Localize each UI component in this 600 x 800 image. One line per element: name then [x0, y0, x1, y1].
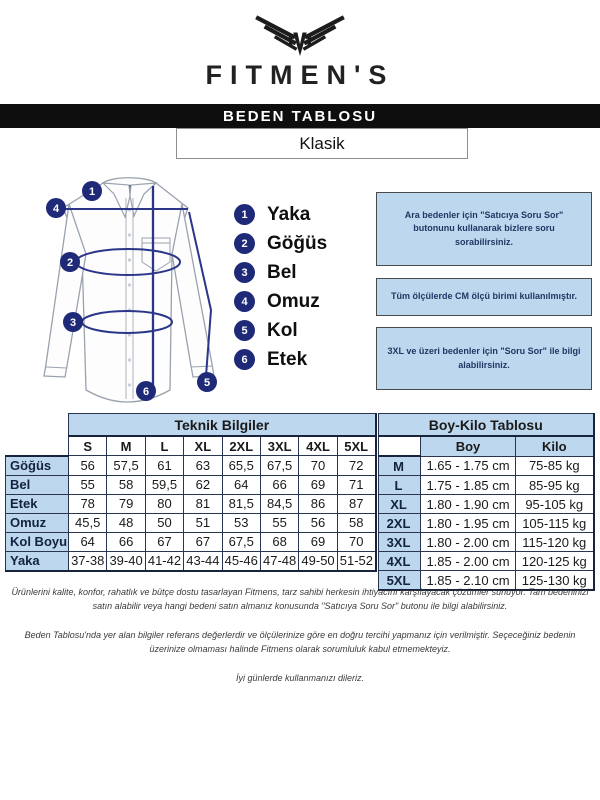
- measurement-cell: 69: [299, 475, 337, 494]
- measurement-cell: 64: [222, 475, 260, 494]
- measurement-row: [6, 532, 376, 551]
- legend-number-badge: 1: [234, 204, 255, 225]
- boy-kilo-row: [379, 552, 594, 571]
- legend-label: Göğüs: [267, 232, 328, 254]
- measurement-cell: 69: [299, 532, 337, 551]
- boy-cell: 1.85 - 2.00 cm: [421, 552, 516, 571]
- info-box-text: Ara bedenler için "Satıcıya Soru Sor" butonunu kullanarak bizlere soru sorabilirsiniz.: [404, 209, 564, 247]
- boy-kilo-row: [379, 514, 594, 533]
- kilo-cell: 125-130 kg: [516, 571, 594, 591]
- legend-label: Bel: [267, 261, 297, 283]
- size-header: 5XL: [337, 436, 375, 456]
- measurement-cell: 48: [107, 513, 145, 532]
- legend-label: Etek: [267, 348, 308, 370]
- legend-number-badge: 5: [234, 320, 255, 341]
- shirt-badge-6: [136, 381, 156, 401]
- shirt-badge-3: [63, 312, 83, 332]
- boy-cell: 1.80 - 1.90 cm: [421, 495, 516, 514]
- svg-text:3: 3: [69, 316, 77, 329]
- footer-paragraph-2: Beden Tablosu'nda yer alan bilgiler referans değerlerdir ve ölçülerinize göre en doğru tercihi yapmanız için verilmiştir. Seçeceğiniz bedenin üzerinize olmaması halinde Fitmens olarak sorumluluk kabul etmemekteyiz.: [24, 629, 576, 654]
- measurement-cell: 55: [260, 513, 298, 532]
- measurement-cell: 65,5: [222, 456, 260, 476]
- measurement-row-label: Kol Boyu: [6, 532, 69, 551]
- legend-item: [234, 291, 327, 312]
- size-header: 4XL: [299, 436, 337, 456]
- size-header: L: [145, 436, 183, 456]
- kilo-cell: 75-85 kg: [516, 456, 594, 476]
- size-row-label: M: [379, 456, 421, 476]
- boy-kilo-row: [379, 456, 594, 476]
- shirt-badge-1: [82, 181, 102, 201]
- svg-text:4: 4: [52, 202, 60, 215]
- measurement-cell: 71: [337, 475, 375, 494]
- corner-cell: [379, 436, 421, 456]
- measurement-cell: 78: [69, 494, 107, 513]
- measurement-cell: 45,5: [69, 513, 107, 532]
- variant-subtitle: Klasik: [176, 128, 468, 159]
- boy-kilo-table-title: Boy-Kilo Tablosu: [379, 414, 594, 437]
- svg-text:1: 1: [88, 185, 96, 198]
- measurement-row-label: Yaka: [6, 551, 69, 571]
- legend-item: [234, 349, 327, 370]
- teknik-bilgiler-table: [5, 413, 377, 572]
- column-header-row: [379, 436, 594, 456]
- measurement-cell: 86: [299, 494, 337, 513]
- measurement-row-label: Bel: [6, 475, 69, 494]
- boy-kilo-row: [379, 495, 594, 514]
- measurement-cell: 56: [299, 513, 337, 532]
- legend-number-badge: 6: [234, 349, 255, 370]
- size-row-label: XL: [379, 495, 421, 514]
- measurement-row: [6, 551, 376, 571]
- legend-number-badge: 4: [234, 291, 255, 312]
- legend-item: [234, 233, 327, 254]
- svg-text:6: 6: [142, 385, 150, 398]
- measurement-cell: 55: [69, 475, 107, 494]
- measurement-cell: 72: [337, 456, 375, 476]
- measurement-cell: 70: [337, 532, 375, 551]
- footer-notes: [8, 586, 592, 701]
- size-header: XL: [184, 436, 222, 456]
- size-row-label: L: [379, 476, 421, 495]
- measurement-cell: 84,5: [260, 494, 298, 513]
- kilo-cell: 120-125 kg: [516, 552, 594, 571]
- kilo-column-header: Kilo: [516, 436, 594, 456]
- info-boxes: [376, 192, 592, 390]
- brand-header: [0, 12, 600, 91]
- measurement-cell: 64: [69, 532, 107, 551]
- boy-cell: 1.80 - 1.95 cm: [421, 514, 516, 533]
- legend-label: Kol: [267, 319, 298, 341]
- size-header: S: [69, 436, 107, 456]
- kilo-cell: 105-115 kg: [516, 514, 594, 533]
- shirt-measurement-diagram: [22, 170, 242, 408]
- measurement-cell: 45-46: [222, 551, 260, 571]
- measurement-cell: 62: [184, 475, 222, 494]
- eagle-wings-icon: [241, 12, 359, 58]
- measurement-cell: 87: [337, 494, 375, 513]
- info-box: [376, 278, 592, 316]
- measurement-cell: 80: [145, 494, 183, 513]
- measurement-cell: 67: [145, 532, 183, 551]
- size-header: 2XL: [222, 436, 260, 456]
- shirt-badge-4: [46, 198, 66, 218]
- size-row-label: 4XL: [379, 552, 421, 571]
- measurement-cell: 57,5: [107, 456, 145, 476]
- measurement-cell: 68: [260, 532, 298, 551]
- measurement-cell: 41-42: [145, 551, 183, 571]
- brand-name: FITMEN'S: [205, 60, 395, 90]
- measurement-cell: 81: [184, 494, 222, 513]
- measurement-cell: 66: [107, 532, 145, 551]
- footer-paragraph-1: Ürünlerini kalite, konfor, rahatlık ve bütçe dostu tasarlayan Fitmens, tarz sahibi herkesin ihtiyacını karşılayacak çözümler sunuyor. Tam bedeninizi satın alabilir veya hangi bedeni satın almanız konusunda "Satıcıya Soru Sor" butonu ile bilgi alabilirsiniz.: [11, 587, 589, 611]
- size-header: M: [107, 436, 145, 456]
- measurement-cell: 49-50: [299, 551, 337, 571]
- measurement-cell: 67,5: [222, 532, 260, 551]
- legend-number-badge: 3: [234, 262, 255, 283]
- measurement-row-label: Etek: [6, 494, 69, 513]
- measurement-row: [6, 456, 376, 476]
- boy-cell: 1.85 - 2.10 cm: [421, 571, 516, 591]
- measurement-cell: 37-38: [69, 551, 107, 571]
- measurement-cell: 50: [145, 513, 183, 532]
- measurement-cell: 56: [69, 456, 107, 476]
- measurement-cell: 81,5: [222, 494, 260, 513]
- boy-cell: 1.75 - 1.85 cm: [421, 476, 516, 495]
- legend-item: [234, 320, 327, 341]
- boy-cell: 1.65 - 1.75 cm: [421, 456, 516, 476]
- measurement-row-label: Omuz: [6, 513, 69, 532]
- size-row-label: 3XL: [379, 533, 421, 552]
- measurement-cell: 61: [145, 456, 183, 476]
- measurement-cell: 63: [184, 456, 222, 476]
- measurement-cell: 79: [107, 494, 145, 513]
- measurement-cell: 59,5: [145, 475, 183, 494]
- measurement-cell: 39-40: [107, 551, 145, 571]
- boy-cell: 1.80 - 2.00 cm: [421, 533, 516, 552]
- measurement-cell: 47-48: [260, 551, 298, 571]
- measurement-row: [6, 494, 376, 513]
- legend-item: [234, 262, 327, 283]
- measurement-cell: 51: [184, 513, 222, 532]
- kilo-cell: 115-120 kg: [516, 533, 594, 552]
- measurement-cell: 66: [260, 475, 298, 494]
- measurement-cell: 70: [299, 456, 337, 476]
- kilo-cell: 85-95 kg: [516, 476, 594, 495]
- svg-text:2: 2: [66, 256, 74, 269]
- size-header: 3XL: [260, 436, 298, 456]
- measurement-row: [6, 475, 376, 494]
- kilo-cell: 95-105 kg: [516, 495, 594, 514]
- boy-kilo-table: [378, 413, 595, 591]
- measurement-row-label: Göğüs: [6, 456, 69, 476]
- svg-text:5: 5: [203, 376, 211, 389]
- info-box: [376, 327, 592, 390]
- legend-label: Omuz: [267, 290, 320, 312]
- legend-label: Yaka: [267, 203, 311, 225]
- measure-legend: [234, 204, 327, 378]
- measurement-cell: 67,5: [260, 456, 298, 476]
- boy-kilo-row: [379, 476, 594, 495]
- legend-item: [234, 204, 327, 225]
- measurement-row: [6, 513, 376, 532]
- size-row-label: 5XL: [379, 571, 421, 591]
- table-title-row: [6, 414, 376, 437]
- size-header-row: [6, 436, 376, 456]
- boy-kilo-row: [379, 533, 594, 552]
- footer-paragraph-3: İyi günlerde kullanmanızı dileriz.: [235, 672, 365, 683]
- size-row-label: 2XL: [379, 514, 421, 533]
- legend-number-badge: 2: [234, 233, 255, 254]
- measurement-cell: 58: [337, 513, 375, 532]
- info-box-text: 3XL ve üzeri bedenler için "Soru Sor" ile bilgi alabilirsiniz.: [387, 346, 581, 370]
- boy-column-header: Boy: [421, 436, 516, 456]
- measurement-cell: 53: [222, 513, 260, 532]
- table-title-row: [379, 414, 594, 437]
- teknik-table-title: Teknik Bilgiler: [69, 414, 376, 437]
- info-box: [376, 192, 592, 266]
- shirt-badge-5: [197, 372, 217, 392]
- page-title: BEDEN TABLOSU: [0, 104, 600, 128]
- shirt-badge-2: [60, 252, 80, 272]
- measurement-cell: 67: [184, 532, 222, 551]
- measurement-cell: 43-44: [184, 551, 222, 571]
- measurement-cell: 51-52: [337, 551, 375, 571]
- info-box-text: Tüm ölçülerde CM ölçü birimi kullanılmıştır.: [390, 291, 578, 302]
- measurement-cell: 58: [107, 475, 145, 494]
